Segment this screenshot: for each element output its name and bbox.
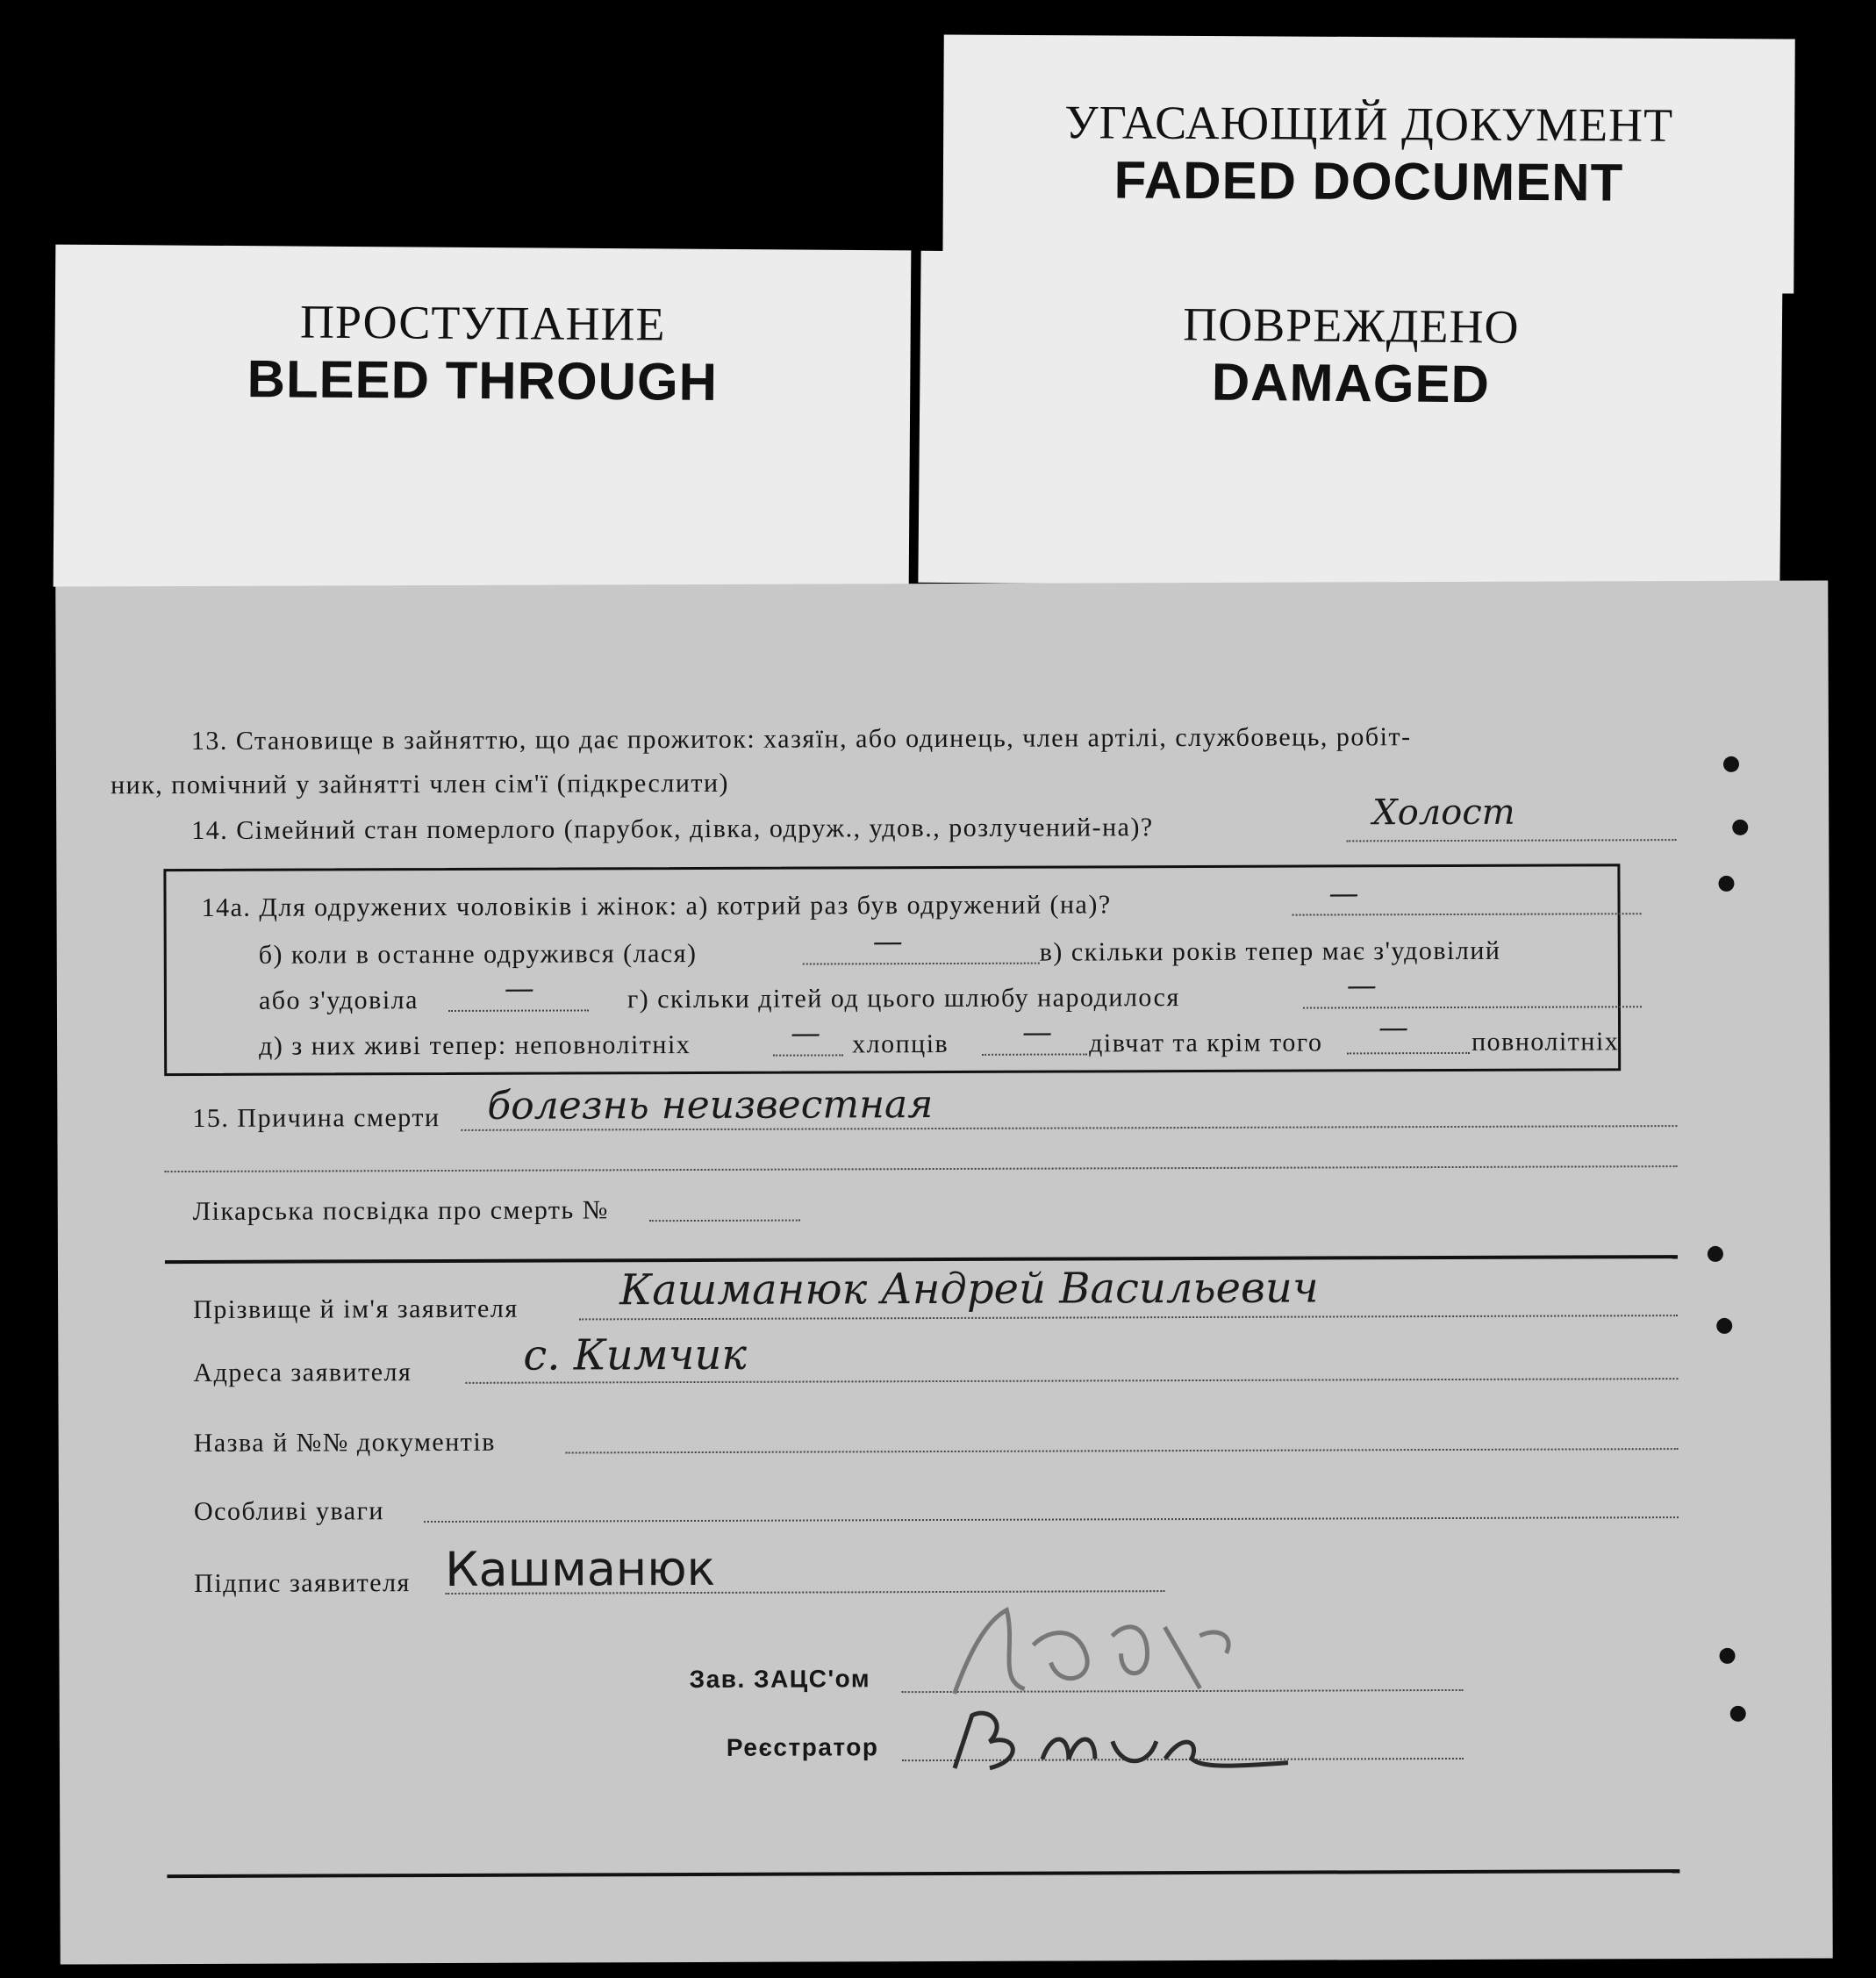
applicant-signature-label: Підпис заявителя xyxy=(194,1568,411,1598)
faded-label-en: FADED DOCUMENT xyxy=(1113,150,1624,212)
q13-line2: ник, помічний у зайнятті член сім'ї (підкреслити) xyxy=(110,768,730,800)
binding-hole xyxy=(1718,876,1734,892)
applicant-name-label: Прізвище й ім'я заявителя xyxy=(193,1294,519,1324)
remarks-label: Особливі уваги xyxy=(193,1496,384,1526)
q14a-line3-dash-b: — xyxy=(1346,968,1377,1004)
applicant-signature-value: Кашманюк xyxy=(445,1540,716,1597)
q14-answer: Холост xyxy=(1372,792,1515,834)
binding-hole xyxy=(1708,1246,1723,1262)
q14a-line4a: д) з них живі тепер: неповнолітніх xyxy=(259,1030,691,1061)
binding-hole xyxy=(1732,820,1748,835)
applicant-address-value: с. Кимчик xyxy=(523,1329,748,1380)
zags-head-label: Зав. ЗАЦС'ом xyxy=(689,1665,871,1694)
q14a-line4b: хлопців xyxy=(852,1028,949,1059)
q15-second-line xyxy=(165,1165,1678,1172)
bleed-through-label xyxy=(54,245,912,593)
divider-top xyxy=(165,1255,1678,1264)
q15-answer: болезнь неизвестная xyxy=(487,1082,934,1129)
faded-label-ru: УГАСАЮЩИЙ ДОКУМЕНТ xyxy=(1064,96,1674,152)
registrar-label: Реєстратор xyxy=(726,1733,879,1761)
q14a-line4-dash-b: — xyxy=(1021,1014,1053,1050)
binding-hole xyxy=(1716,1318,1732,1334)
q13-line1: 13. Становище в зайняттю, що дає прожиток: хазяїн, або одинець, член артілі, службовець, робіт- xyxy=(190,722,1412,756)
death-certificate-label: Лікарська посвідка про смерть № xyxy=(192,1195,609,1226)
q14-answer-line xyxy=(1346,839,1676,842)
damaged-label-en: DAMAGED xyxy=(1211,352,1491,414)
q14a-line2-dash: — xyxy=(872,924,903,960)
zags-head-signature xyxy=(936,1592,1270,1707)
death-certificate-line xyxy=(649,1220,800,1222)
q14a-line2b: в) скільки років тепер має з'удовілий xyxy=(1039,935,1501,967)
q14a-line4-dots-a xyxy=(773,1054,843,1056)
q14a-line3a: або з'удовіла xyxy=(258,985,419,1015)
q14-label: 14. Сімейний стан померлого (парубок, дівка, одруж., удов., розлучений-на)? xyxy=(191,813,1154,845)
q14a-line4c: дівчат та крім того xyxy=(1089,1028,1323,1058)
q14a-line1-dash: — xyxy=(1328,876,1359,912)
remarks-line xyxy=(424,1516,1679,1523)
binding-hole xyxy=(1719,1648,1735,1664)
registrar-signature xyxy=(937,1697,1306,1786)
q14a-line4-dash-c: — xyxy=(1378,1010,1409,1046)
documents-label: Назва й №№ документів xyxy=(193,1427,496,1458)
divider-bottom xyxy=(167,1869,1679,1878)
q14a-line4-dash-a: — xyxy=(790,1015,821,1051)
applicant-address-label: Адреса заявителя xyxy=(193,1358,412,1387)
applicant-name-value: Кашманюк Андрей Васильевич xyxy=(619,1263,1319,1315)
bleed-label-en: BLEED THROUGH xyxy=(247,349,719,412)
q14a-line2a: б) коли в останне одружився (лася) xyxy=(258,938,698,970)
binding-hole xyxy=(1730,1706,1746,1722)
bleed-label-ru: ПРОСТУПАНИЕ xyxy=(299,295,666,351)
damaged-label-ru: ПОВРЕЖДЕНО xyxy=(1183,297,1520,354)
q14a-line1: 14а. Для одружених чоловіків і жінок: а) котрий раз був одружений (на)? xyxy=(201,890,1112,922)
documents-line xyxy=(566,1448,1679,1453)
damaged-label xyxy=(918,251,1782,591)
q15-label: 15. Причина смерти xyxy=(192,1103,440,1133)
q14a-line4d: повнолітніх xyxy=(1471,1027,1620,1057)
q14a-line4-dots-b xyxy=(982,1053,1087,1055)
q14a-line3b: г) скільки дітей од цього шлюбу народилося xyxy=(627,983,1180,1014)
death-record-form xyxy=(55,580,1832,1964)
q14a-line3-dash-a: — xyxy=(504,971,534,1007)
binding-hole xyxy=(1723,756,1739,772)
applicant-name-line xyxy=(579,1315,1678,1320)
